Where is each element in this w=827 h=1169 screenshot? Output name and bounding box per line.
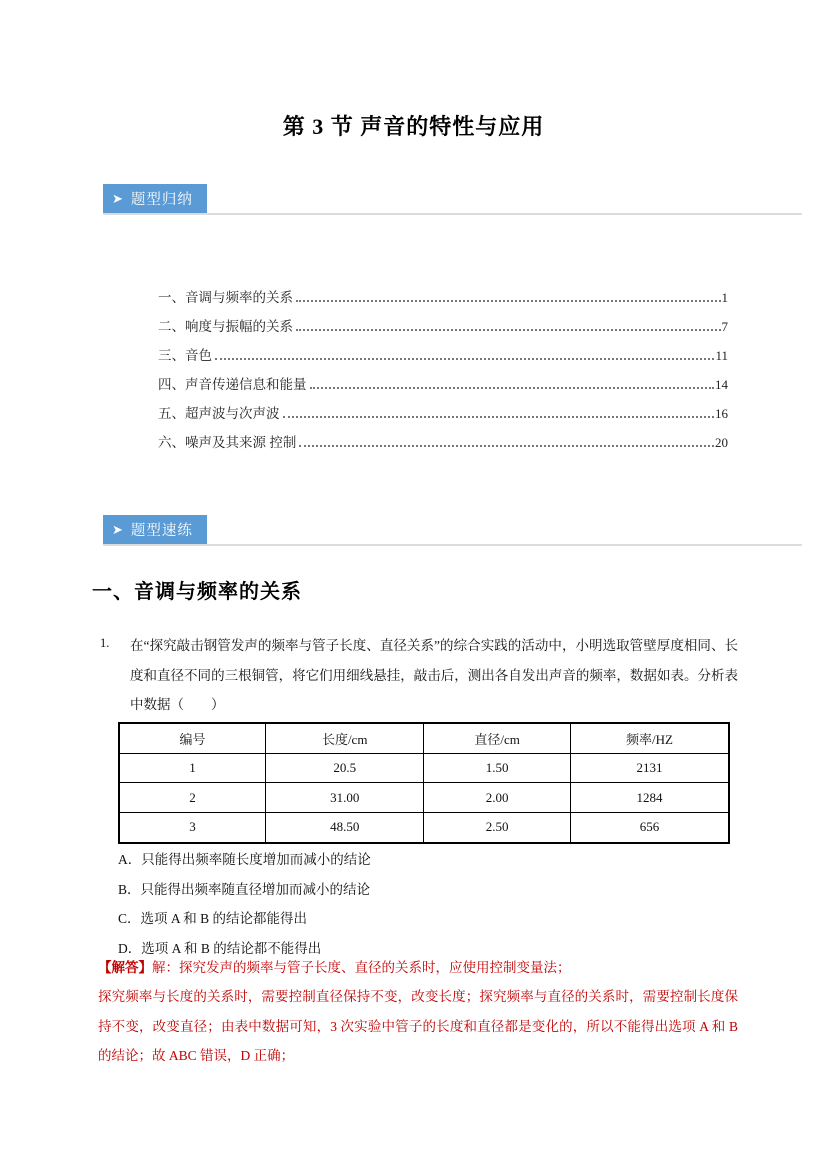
question-text: 在“探究敲击钢管发声的频率与管子长度、直径关系”的综合实践的活动中，小明选取管壁厚度相同、长度和直径不同的三根铜管，将它们用细线悬挂，敲击后，测出各自发出声音的频率，数据如表。分析表中数据（ ） bbox=[130, 638, 738, 712]
toc-dot-leader bbox=[299, 445, 714, 447]
toc-entry-label: 六、噪声及其来源 控制 bbox=[158, 435, 297, 450]
data-table bbox=[118, 722, 730, 844]
table-row bbox=[119, 753, 729, 783]
option-d: D．选项 A 和 B 的结论都不能得出 bbox=[118, 940, 322, 956]
toc-page-number: 11 bbox=[715, 348, 728, 363]
table-header-cell: 编号 bbox=[119, 723, 265, 753]
toc-entry-4 bbox=[158, 370, 728, 399]
table-cell: 656 bbox=[570, 813, 729, 843]
toc-dot-leader bbox=[296, 300, 721, 302]
table-cell: 3 bbox=[119, 813, 265, 843]
answer-line-1-text: 解：探究发声的频率与管子长度、直径的关系时，应使用控制变量法； bbox=[152, 960, 571, 975]
toc-entry-1 bbox=[158, 283, 728, 312]
toc-dot-leader bbox=[283, 416, 715, 418]
toc-entry-6 bbox=[158, 428, 728, 457]
toc-entry-label: 四、声音传递信息和能量 bbox=[158, 377, 307, 392]
table-cell: 20.5 bbox=[265, 753, 424, 783]
section-heading: 一、音调与频率的关系 bbox=[92, 581, 302, 603]
toc-dot-leader bbox=[310, 387, 715, 389]
table-row bbox=[119, 783, 729, 813]
banner-chip bbox=[103, 515, 207, 544]
page-title: 第 3 节 声音的特性与应用 bbox=[282, 114, 545, 139]
toc-entry-label: 一、音调与频率的关系 bbox=[158, 290, 293, 305]
banner-chip bbox=[103, 184, 207, 213]
arrow-icon: ➤ bbox=[112, 190, 124, 206]
table-cell: 2131 bbox=[570, 753, 729, 783]
toc-entry-3 bbox=[158, 341, 728, 370]
toc-page-number: 14 bbox=[715, 377, 728, 392]
section-banner-quick-practice bbox=[103, 515, 802, 546]
table-cell: 2 bbox=[119, 783, 265, 813]
table-header-cell: 频率/HZ bbox=[570, 723, 729, 753]
table-cell: 2.00 bbox=[424, 783, 570, 813]
toc-entry-label: 三、音色 bbox=[158, 348, 212, 363]
table-header-cell: 长度/cm bbox=[265, 723, 424, 753]
toc-entry-2 bbox=[158, 312, 728, 341]
toc-entry-5 bbox=[158, 399, 728, 428]
toc-page-number: 16 bbox=[715, 406, 728, 421]
table-header-row bbox=[119, 723, 729, 753]
option-c: C．选项 A 和 B 的结论都能得出 bbox=[118, 911, 308, 926]
table-of-contents bbox=[158, 283, 728, 457]
table-cell: 1 bbox=[119, 753, 265, 783]
arrow-icon: ➤ bbox=[112, 521, 124, 537]
table-header-cell: 直径/cm bbox=[424, 723, 570, 753]
option-a: A．只能得出频率随长度增加而减小的结论 bbox=[118, 852, 371, 867]
answer-body: 探究频率与长度的关系时，需要控制直径保持不变，改变长度；探究频率与直径的关系时，需要控制长度保持不变，改变直径；由表中数据可知，3 次实验中管子的长度和直径都是变化的，所以不能得出选项 A 和 B 的结论；故 ABC 错误，D 正确； bbox=[98, 989, 738, 1063]
table-cell: 48.50 bbox=[265, 813, 424, 843]
toc-page-number: 20 bbox=[715, 435, 728, 450]
toc-entry-label: 二、响度与振幅的关系 bbox=[158, 319, 293, 334]
banner-label: 题型归纳 bbox=[130, 192, 193, 208]
answer-label: 【解答】 bbox=[98, 960, 152, 975]
question-number: 1. bbox=[100, 636, 110, 650]
table-cell: 1284 bbox=[570, 783, 729, 813]
answer-line-1 bbox=[98, 953, 738, 982]
banner-label: 题型速练 bbox=[130, 523, 193, 539]
table-cell: 2.50 bbox=[424, 813, 570, 843]
toc-dot-leader bbox=[296, 329, 721, 331]
toc-page-number: 7 bbox=[721, 319, 728, 334]
section-banner-types-summary bbox=[103, 184, 802, 215]
table-row bbox=[119, 813, 729, 843]
toc-dot-leader bbox=[215, 358, 714, 360]
table-cell: 1.50 bbox=[424, 753, 570, 783]
toc-entry-label: 五、超声波与次声波 bbox=[158, 406, 280, 421]
answer-explanation bbox=[98, 953, 738, 1070]
option-b: B．只能得出频率随直径增加而减小的结论 bbox=[118, 881, 371, 897]
toc-page-number: 1 bbox=[721, 290, 728, 305]
table-cell: 31.00 bbox=[265, 783, 424, 813]
answer-options bbox=[118, 845, 371, 963]
